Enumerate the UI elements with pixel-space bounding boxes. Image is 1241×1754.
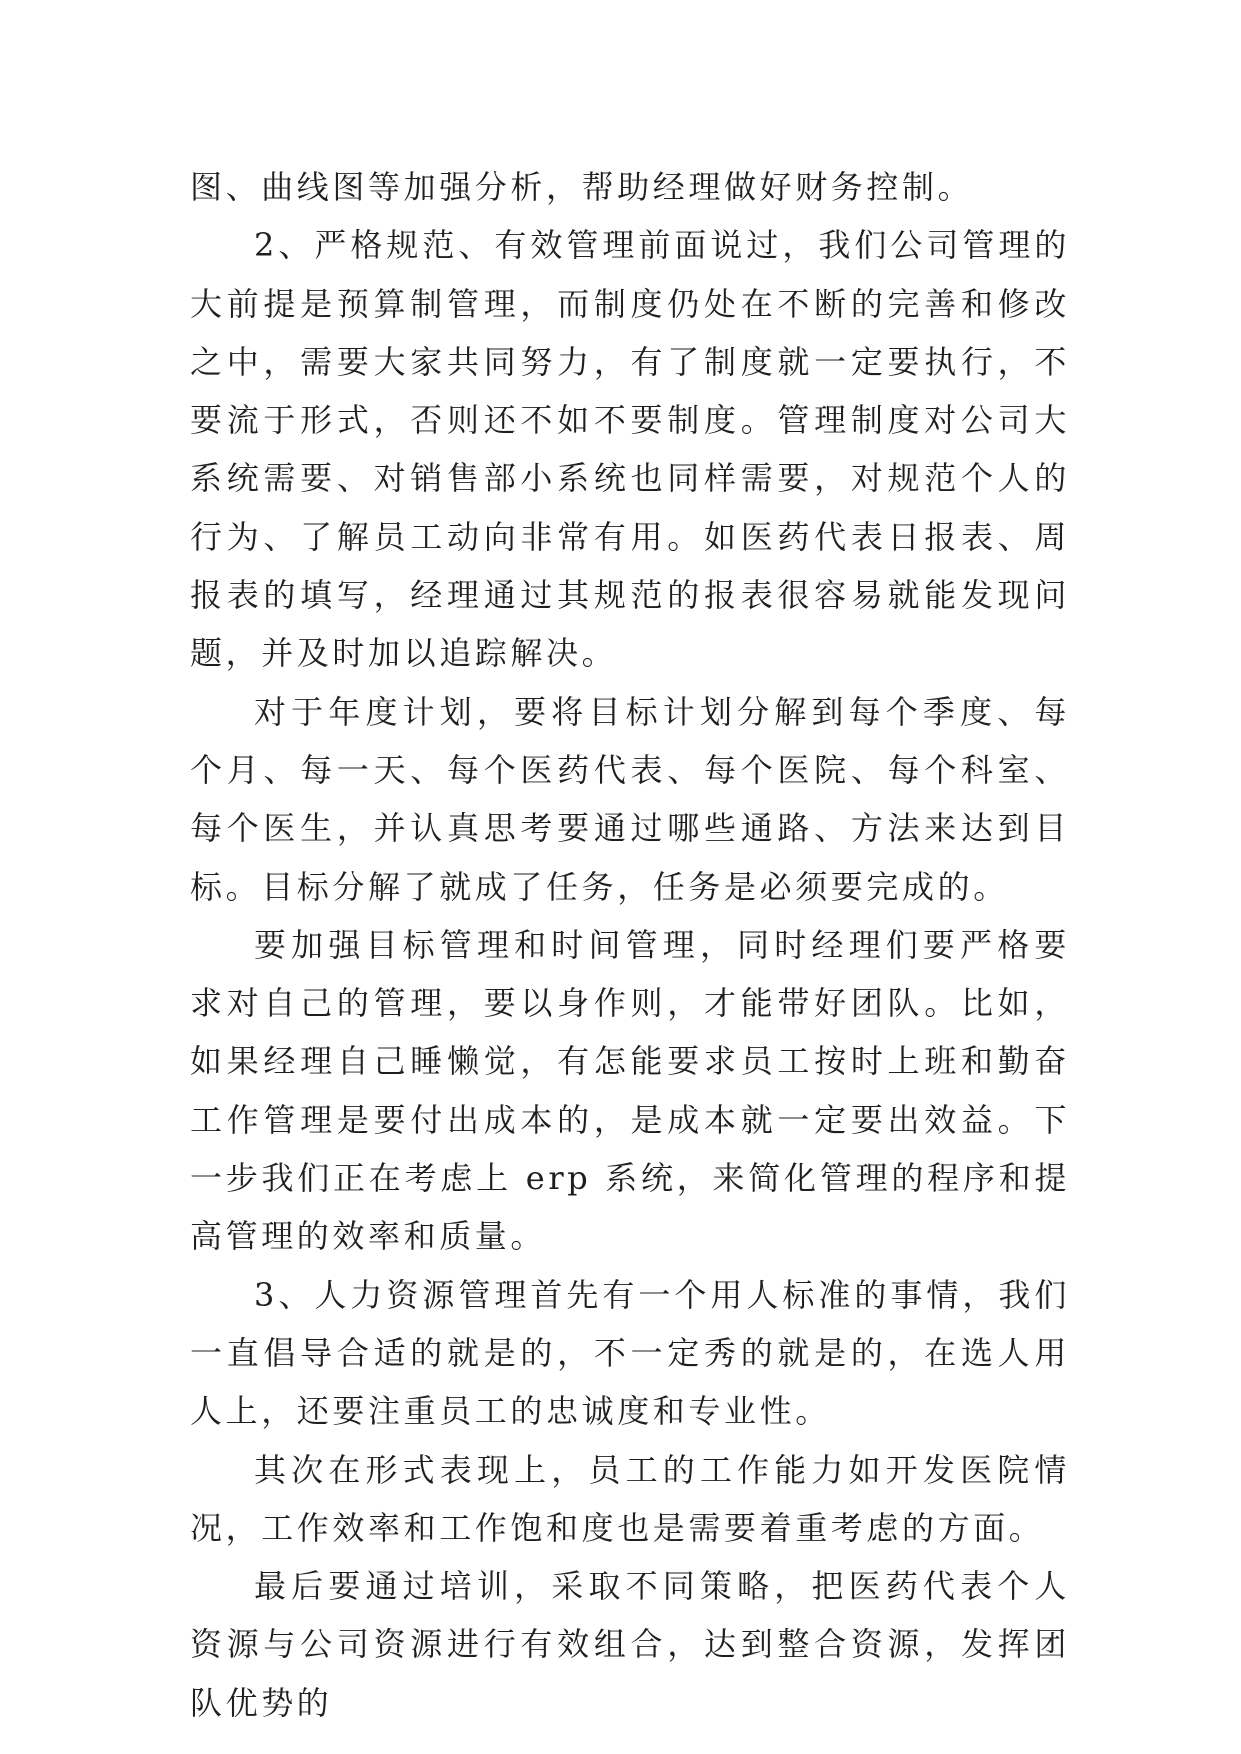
paragraph-goal-time-management: 要加强目标管理和时间管理，同时经理们要严格要求对自己的管理，要以身作则，才能带好团队。比如，如果经理自己睡懒觉，有怎能要求员工按时上班和勤奋工作管理是要付出成本的，是成本就一定要出效益。下一步我们正在考虑上 erp 系统，来简化管理的程序和提高管理的效率和质量。 [190,925,1070,1256]
paragraph-continuation: 图、曲线图等加强分析，帮助经理做好财务控制。 [190,168,974,206]
paragraph-work-ability: 其次在形式表现上，员工的工作能力如开发医院情况，工作效率和工作饱和度也是需要着重考虑的方面。 [190,1450,1070,1547]
paragraph-training: 最后要通过培训，采取不同策略，把医药代表个人资源与公司资源进行有效组合，达到整合资源，发挥团队优势的 [190,1567,1070,1722]
paragraph-human-resources: 3、人力资源管理首先有一个用人标准的事情，我们一直倡导合适的就是的，不一定秀的就是的，在选人用人上，还要注重员工的忠诚度和专业性。 [190,1275,1070,1431]
document-body [190,158,1070,1732]
paragraph-annual-plan: 对于年度计划，要将目标计划分解到每个季度、每个月、每一天、每个医药代表、每个医院、每个科室、每个医生，并认真思考要通过哪些通路、方法来达到目标。目标分解了就成了任务，任务是必须要完成的。 [190,692,1070,906]
paragraph-management-standards: 2、严格规范、有效管理前面说过，我们公司管理的大前提是预算制管理，而制度仍处在不断的完善和修改之中，需要大家共同努力，有了制度就一定要执行，不要流于形式，否则还不如不要制度。管理制度对公司大系统需要、对销售部小系统也同样需要，对规范个人的行为、了解员工动向非常有用。如医药代表日报表、周报表的填写，经理通过其规范的报表很容易就能发现问题，并及时加以追踪解决。 [190,226,1070,673]
